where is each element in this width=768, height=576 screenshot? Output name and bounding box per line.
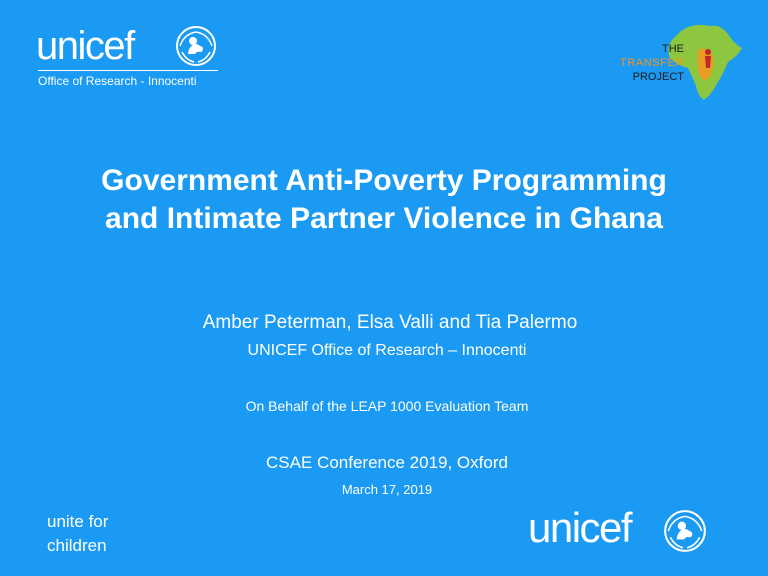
unicef-wordmark-bottom: unicef <box>528 504 632 551</box>
title-line-1: Government Anti-Poverty Programming <box>101 164 667 197</box>
unicef-logo-top <box>36 22 236 92</box>
tagline-line-1: unite for <box>47 512 109 531</box>
unicef-wordmark: unicef <box>36 24 134 68</box>
unicef-subtitle: Office of Research - Innocenti <box>38 74 197 88</box>
unicef-logo-bottom <box>528 506 718 556</box>
logo-divider <box>38 70 218 71</box>
transfer-line-transfer: TRANSFER <box>619 57 684 69</box>
authors: Amber Peterman, Elsa Valli and Tia Palermo <box>202 312 578 333</box>
unicef-emblem-icon <box>174 24 218 68</box>
unicef-emblem-icon <box>662 508 708 554</box>
transfer-line-the: THE <box>662 43 684 55</box>
title-line-2: and Intimate Partner Violence in Ghana <box>105 202 663 235</box>
transfer-project-logo <box>614 20 754 104</box>
tagline-line-2: children <box>47 536 107 555</box>
tagline <box>47 510 108 558</box>
transfer-line-project: PROJECT <box>632 71 684 83</box>
on-behalf-line: On Behalf of the LEAP 1000 Evaluation Team <box>245 398 529 414</box>
slide-title <box>20 162 748 238</box>
date: March 17, 2019 <box>341 482 433 497</box>
affiliation: UNICEF Office of Research – Innocenti <box>247 342 527 359</box>
conference: CSAE Conference 2019, Oxford <box>266 453 508 472</box>
